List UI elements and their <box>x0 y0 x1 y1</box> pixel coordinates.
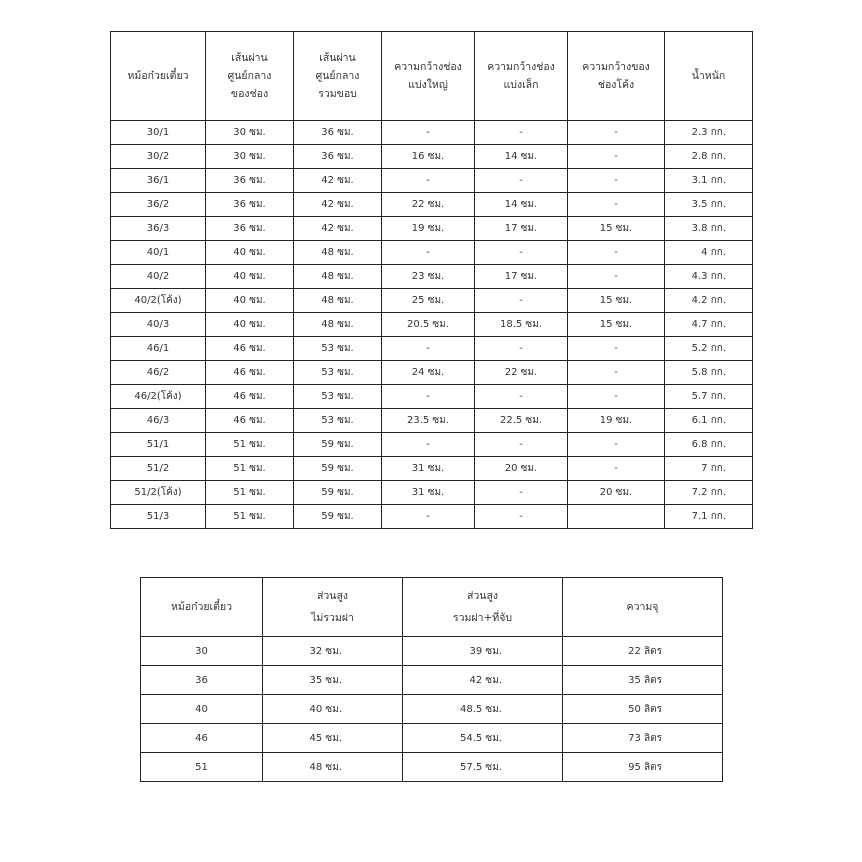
table-cell: 40 <box>141 695 263 724</box>
table-cell: 59 ซม. <box>294 457 382 481</box>
table-cell: 40 ซม. <box>263 695 403 724</box>
table-cell: 2.3 กก. <box>665 121 753 145</box>
table-cell: 48 ซม. <box>294 313 382 337</box>
table-cell: 32 ซม. <box>263 637 403 666</box>
table-cell: - <box>475 337 568 361</box>
table-cell: 42 ซม. <box>294 169 382 193</box>
table-cell: 46/3 <box>111 409 206 433</box>
table-cell: - <box>568 169 665 193</box>
table-cell: 19 ซม. <box>382 217 475 241</box>
table-cell: 95 ลิตร <box>563 753 723 782</box>
table-cell: 30 ซม. <box>206 121 294 145</box>
table-cell: 46/1 <box>111 337 206 361</box>
table-cell: 4 กก. <box>665 241 753 265</box>
table-cell: 24 ซม. <box>382 361 475 385</box>
table-cell: 53 ซม. <box>294 361 382 385</box>
table-row <box>141 637 723 666</box>
table-cell: - <box>475 121 568 145</box>
table-cell <box>568 505 665 529</box>
column-header: หม้อก๋วยเตี๋ยว <box>141 578 263 637</box>
table-cell: 40 ซม. <box>206 289 294 313</box>
table-cell: 6.8 กก. <box>665 433 753 457</box>
table-cell: 48 ซม. <box>294 241 382 265</box>
table-cell: 59 ซม. <box>294 481 382 505</box>
table-row <box>111 169 753 193</box>
table-cell: - <box>382 433 475 457</box>
table-cell: 51 ซม. <box>206 457 294 481</box>
table-cell: 46 ซม. <box>206 361 294 385</box>
table-cell: 7.1 กก. <box>665 505 753 529</box>
column-header: ส่วนสูง ไม่รวมฝา <box>263 578 403 637</box>
table-cell: 73 ลิตร <box>563 724 723 753</box>
table-cell: - <box>382 385 475 409</box>
table-cell: 14 ซม. <box>475 193 568 217</box>
table-cell: 6.1 กก. <box>665 409 753 433</box>
table-row <box>111 457 753 481</box>
table-cell: 40 ซม. <box>206 313 294 337</box>
table-cell: 35 ซม. <box>263 666 403 695</box>
table-row <box>141 724 723 753</box>
table-cell: - <box>382 337 475 361</box>
table-row <box>111 337 753 361</box>
column-header: หม้อก๋วยเตี๋ยว <box>111 32 206 121</box>
table-row <box>141 753 723 782</box>
column-header: ความกว้างช่อง แบ่งเล็ก <box>475 32 568 121</box>
table-cell: - <box>382 505 475 529</box>
table-cell: 30 <box>141 637 263 666</box>
table-cell: 4.2 กก. <box>665 289 753 313</box>
table-header-row <box>111 32 753 121</box>
table-cell: 46 ซม. <box>206 385 294 409</box>
table-cell: 15 ซม. <box>568 217 665 241</box>
table-cell: 5.2 กก. <box>665 337 753 361</box>
table-cell: 31 ซม. <box>382 457 475 481</box>
table-cell: 36/2 <box>111 193 206 217</box>
table-cell: 46 ซม. <box>206 337 294 361</box>
table-cell: - <box>475 385 568 409</box>
table-row <box>111 289 753 313</box>
table-cell: - <box>568 121 665 145</box>
table-row <box>111 121 753 145</box>
table-cell: 15 ซม. <box>568 289 665 313</box>
table-header-row <box>141 578 723 637</box>
column-header: เส้นผ่าน ศูนย์กลาง ของช่อง <box>206 32 294 121</box>
table-cell: 22 ซม. <box>475 361 568 385</box>
table-cell: 3.1 กก. <box>665 169 753 193</box>
table-cell: - <box>475 241 568 265</box>
table-cell: 51 <box>141 753 263 782</box>
table-row <box>111 265 753 289</box>
column-header: ความกว้างของ ช่องโค้ง <box>568 32 665 121</box>
pot-dimensions-table <box>110 31 753 529</box>
table-cell: - <box>475 433 568 457</box>
column-header: น้ำหนัก <box>665 32 753 121</box>
table-cell: 40 ซม. <box>206 265 294 289</box>
table-cell: 18.5 ซม. <box>475 313 568 337</box>
table-cell: 20 ซม. <box>568 481 665 505</box>
table-cell: - <box>568 265 665 289</box>
table-cell: 7 กก. <box>665 457 753 481</box>
table-cell: 5.7 กก. <box>665 385 753 409</box>
table-cell: 16 ซม. <box>382 145 475 169</box>
table-cell: 50 ลิตร <box>563 695 723 724</box>
table-row <box>111 361 753 385</box>
table-row <box>141 666 723 695</box>
pot-height-capacity-table <box>140 577 723 782</box>
table-cell: 36/1 <box>111 169 206 193</box>
table-cell: 59 ซม. <box>294 505 382 529</box>
table-row <box>111 481 753 505</box>
table-row <box>111 241 753 265</box>
table-cell: - <box>475 169 568 193</box>
table-row <box>141 695 723 724</box>
table-cell: 30/1 <box>111 121 206 145</box>
table-row <box>111 385 753 409</box>
table-cell: 42 ซม. <box>294 193 382 217</box>
table-row <box>111 433 753 457</box>
table-cell: 31 ซม. <box>382 481 475 505</box>
table-cell: 30 ซม. <box>206 145 294 169</box>
table-cell: 25 ซม. <box>382 289 475 313</box>
table-cell: - <box>475 505 568 529</box>
table-cell: 23 ซม. <box>382 265 475 289</box>
table-cell: 40/2 <box>111 265 206 289</box>
table-row <box>111 217 753 241</box>
table-cell: 40 ซม. <box>206 241 294 265</box>
table-cell: 57.5 ซม. <box>403 753 563 782</box>
table-cell: 46 ซม. <box>206 409 294 433</box>
table-cell: 7.2 กก. <box>665 481 753 505</box>
table-cell: - <box>568 457 665 481</box>
table-cell: 4.7 กก. <box>665 313 753 337</box>
table-cell: 35 ลิตร <box>563 666 723 695</box>
column-header: ส่วนสูง รวมฝา+ที่จับ <box>403 578 563 637</box>
table-cell: 48.5 ซม. <box>403 695 563 724</box>
table-cell: 17 ซม. <box>475 217 568 241</box>
table-cell: 53 ซม. <box>294 409 382 433</box>
table-cell: 40/1 <box>111 241 206 265</box>
table-cell: 15 ซม. <box>568 313 665 337</box>
table-row <box>111 193 753 217</box>
table-cell: 20.5 ซม. <box>382 313 475 337</box>
table-cell: - <box>568 193 665 217</box>
table-cell: 36 ซม. <box>206 193 294 217</box>
table-cell: 51/2 <box>111 457 206 481</box>
column-header: ความจุ <box>563 578 723 637</box>
table-cell: 14 ซม. <box>475 145 568 169</box>
table-cell: - <box>568 241 665 265</box>
table-cell: 36 <box>141 666 263 695</box>
table-cell: 22.5 ซม. <box>475 409 568 433</box>
table-cell: - <box>568 433 665 457</box>
table-cell: 53 ซม. <box>294 385 382 409</box>
table-cell: 3.5 กก. <box>665 193 753 217</box>
table-cell: 36 ซม. <box>294 121 382 145</box>
table-cell: 46/2 <box>111 361 206 385</box>
table-cell: - <box>568 361 665 385</box>
column-header: เส้นผ่าน ศูนย์กลาง รวมขอบ <box>294 32 382 121</box>
table-cell: 22 ลิตร <box>563 637 723 666</box>
table-cell: 39 ซม. <box>403 637 563 666</box>
table-cell: - <box>475 481 568 505</box>
table-cell: 46/2(โค้ง) <box>111 385 206 409</box>
table-cell: 51 ซม. <box>206 433 294 457</box>
table-cell: 36/3 <box>111 217 206 241</box>
table-cell: 48 ซม. <box>263 753 403 782</box>
table-row <box>111 409 753 433</box>
table-cell: 2.8 กก. <box>665 145 753 169</box>
table-row <box>111 505 753 529</box>
table-cell: - <box>568 145 665 169</box>
table-cell: - <box>382 241 475 265</box>
table-cell: 45 ซม. <box>263 724 403 753</box>
table-cell: 48 ซม. <box>294 265 382 289</box>
table-cell: 40/2(โค้ง) <box>111 289 206 313</box>
table-cell: 23.5 ซม. <box>382 409 475 433</box>
table-cell: - <box>382 121 475 145</box>
table-cell: 54.5 ซม. <box>403 724 563 753</box>
table-cell: 59 ซม. <box>294 433 382 457</box>
table-cell: 48 ซม. <box>294 289 382 313</box>
table-cell: - <box>568 385 665 409</box>
table-cell: 36 ซม. <box>206 217 294 241</box>
table-cell: 19 ซม. <box>568 409 665 433</box>
table-cell: 40/3 <box>111 313 206 337</box>
table-row <box>111 145 753 169</box>
table-cell: 22 ซม. <box>382 193 475 217</box>
table-cell: - <box>475 289 568 313</box>
table-cell: 36 ซม. <box>206 169 294 193</box>
table-cell: 51 ซม. <box>206 505 294 529</box>
table-cell: 42 ซม. <box>403 666 563 695</box>
table-cell: 51/1 <box>111 433 206 457</box>
table-cell: 4.3 กก. <box>665 265 753 289</box>
table-row <box>111 313 753 337</box>
table-cell: 46 <box>141 724 263 753</box>
table-cell: 51/3 <box>111 505 206 529</box>
column-header: ความกว้างช่อง แบ่งใหญ่ <box>382 32 475 121</box>
table-cell: 30/2 <box>111 145 206 169</box>
table-cell: 42 ซม. <box>294 217 382 241</box>
table-cell: 36 ซม. <box>294 145 382 169</box>
table-cell: 17 ซม. <box>475 265 568 289</box>
table-cell: 53 ซม. <box>294 337 382 361</box>
table-cell: - <box>568 337 665 361</box>
table-cell: - <box>382 169 475 193</box>
table-cell: 3.8 กก. <box>665 217 753 241</box>
table-cell: 51/2(โค้ง) <box>111 481 206 505</box>
table-cell: 51 ซม. <box>206 481 294 505</box>
table-cell: 5.8 กก. <box>665 361 753 385</box>
table-cell: 20 ซม. <box>475 457 568 481</box>
